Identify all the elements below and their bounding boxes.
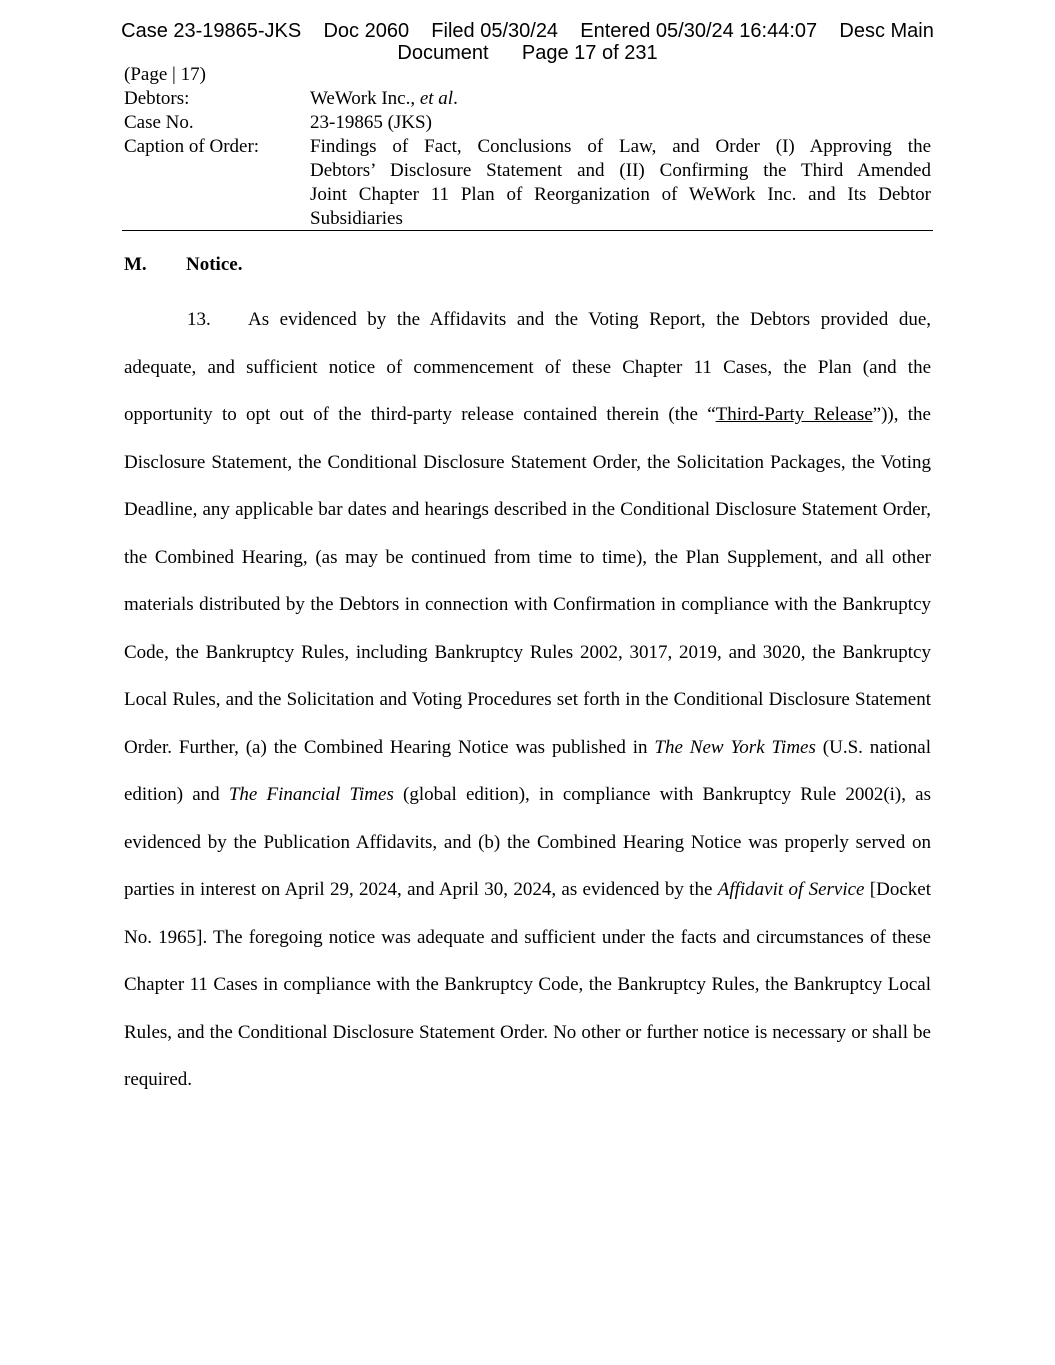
stamp-document-label: Document (397, 42, 489, 64)
paragraph-text-1: As evidenced by the Affidavits and the Voting Report, the Debtors provided due, adequate, and sufficient notice of commencement of these Chapter 11 Cases, the Plan (and the opportunity to opt out of the third-party release contained therein (the “ (124, 309, 931, 425)
header-divider (122, 230, 933, 231)
caption-line: Findings of Fact, Conclusions of Law, and Order (I) Approving the (310, 136, 931, 157)
paragraph-text-2: ”)), the Disclosure Statement, the Conditional Disclosure Statement Order, the Solicitation Packages, the Voting Deadline, any applicable bar dates and hearings described in the Conditional Disclosure Statement Order, the Combined Hearing, (as may be continued from time to time), the Plan Supplement, and all other materials distributed by the Debtors in connection with Confirmation in compliance with the Bankruptcy Code, the Bankruptcy Rules, including Bankruptcy Rules 2002, 3017, 2019, and 3020, the Bankruptcy Local Rules, and the Solicitation and Voting Procedures set forth in the Conditional Disclosure Statement Order. Further, (a) the Combined Hearing Notice was published in (124, 404, 931, 758)
paragraph-text-5: [Docket No. 1965]. The foregoing notice was adequate and sufficient under the facts and circumstances of these Chapter 11 Cases in compliance with the Bankruptcy Code, the Bankruptcy Rules, the Bankruptcy Local Rules, and the Conditional Disclosure Statement Order. No other or further notice is necessary or shall be required. (124, 879, 931, 1090)
header-caption-label: Caption of Order: (124, 136, 260, 157)
affidavit-of-service: Affidavit of Service (717, 879, 865, 900)
header-debtors-label: Debtors: (124, 88, 190, 109)
section-heading (124, 253, 242, 277)
publication-nyt: The New York Times (654, 736, 816, 758)
debtors-et-al: et al (419, 88, 454, 109)
section-title: Notice. (186, 254, 243, 275)
header-debtors-value (310, 87, 931, 111)
paragraph-13 (124, 296, 931, 1104)
header-caption-value (310, 135, 931, 231)
section-letter: M. (124, 254, 147, 275)
debtors-period: . (453, 88, 458, 109)
court-filing-stamp-page (0, 42, 1055, 64)
publication-ft: The Financial Times (228, 784, 394, 805)
header-case-label: Case No. (124, 112, 194, 133)
header-page-ref: (Page | 17) (124, 64, 206, 85)
caption-line: Joint Chapter 11 Plan of Reorganization of WeWork Inc. and Its Debtor (310, 184, 931, 205)
caption-line: Debtors’ Disclosure Statement and (II) Confirming the Third Amended (310, 160, 931, 181)
header-case-value: 23-19865 (JKS) (310, 112, 432, 133)
paragraph-text-3: (U.S. national edition) and (124, 736, 931, 805)
paragraph-number: 13. (187, 309, 211, 330)
defined-term-third-party-release: Third-Party Release (715, 404, 873, 425)
paragraph-text-4: (global edition), in compliance with Bankruptcy Rule 2002(i), as evidenced by the Publication Affidavits, and (b) the Combined Hearing Notice was properly served on parties in interest on April 29, 2024, and April 30, 2024, as evidenced by the (124, 784, 931, 900)
caption-line: Subsidiaries (310, 208, 403, 229)
debtors-name: WeWork Inc., (310, 88, 420, 109)
court-filing-stamp: Case 23-19865-JKS Doc 2060 Filed 05/30/24 Entered 05/30/24 16:44:07 Desc Main (121, 20, 934, 42)
stamp-page-number: Page 17 of 231 (521, 42, 658, 64)
